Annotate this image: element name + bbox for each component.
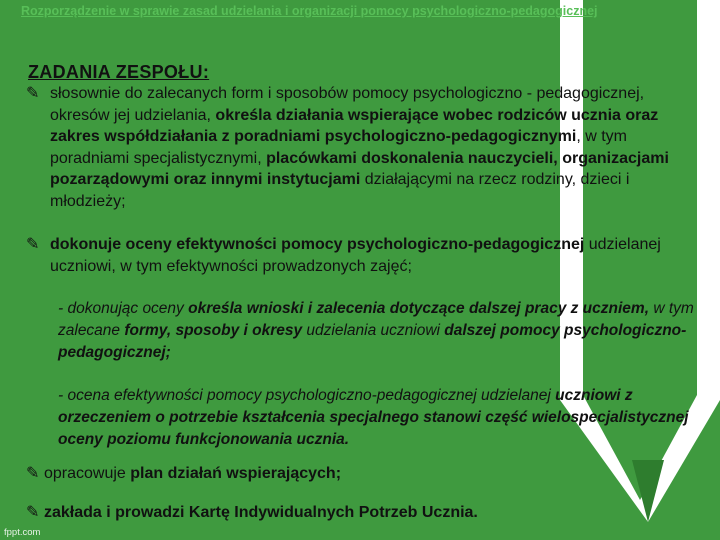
task-item-3-text: opracowuje plan działań wspierających;: [44, 465, 342, 482]
pencil-bullet-icon: ✎: [26, 85, 40, 102]
task-item-2: [26, 234, 686, 277]
task-item-1-text: słosownie do zalecanych form i sposobów pomocy psychologiczno - pedagogicznej, okresów jej udzielania, określa działania wspierające wobec rodziców ucznia oraz zakres współdziałania z poradniami psychologiczno-pedagogicznymi, w tym poradniami specjalistycznymi, placówkami doskonalenia nauczycieli, organizacjami pozarządowymi oraz innymi instytucjami działającymi na rzecz rodziny, dzieci i młodzieży;: [50, 85, 669, 210]
regulation-link[interactable]: Rozporządzenie w sprawie zasad udzielania i organizacji pomocy psychologiczno-pedagogicznej: [21, 4, 598, 18]
task-item-4: [26, 502, 586, 524]
pencil-bullet-icon: ✎: [26, 504, 40, 521]
subitem-1: - dokonując oceny określa wnioski i zalecenia dotyczące dalszej pracy z uczniem, w tym zalecane formy, sposoby i okresy udzielania uczniowi dalszej pomocy psychologiczno-pedagogicznej;: [58, 300, 694, 361]
section-title: ZADANIA ZESPOŁU:: [28, 62, 210, 82]
task-item-1: [26, 83, 686, 212]
task-item-2-text: dokonuje oceny efektywności pomocy psychologiczno-pedagogicznej udzielanej uczniowi, w tym efektywności prowadzonych zajęć;: [50, 236, 661, 275]
task-item-3: [26, 463, 526, 485]
task-item-4-text: zakłada i prowadzi Kartę Indywidualnych Potrzeb Ucznia.: [44, 504, 478, 521]
subitem-2: - ocena efektywności pomocy psychologiczno-pedagogicznej udzielanej uczniowi z orzeczeniem o potrzebie kształcenia specjalnego stanowi część wielospecjalistycznej oceny poziomu funkcjonowania ucznia.: [58, 387, 689, 448]
pencil-bullet-icon: ✎: [26, 236, 40, 253]
footer-brand: fppt.com: [4, 527, 41, 538]
pencil-bullet-icon: ✎: [26, 465, 40, 482]
